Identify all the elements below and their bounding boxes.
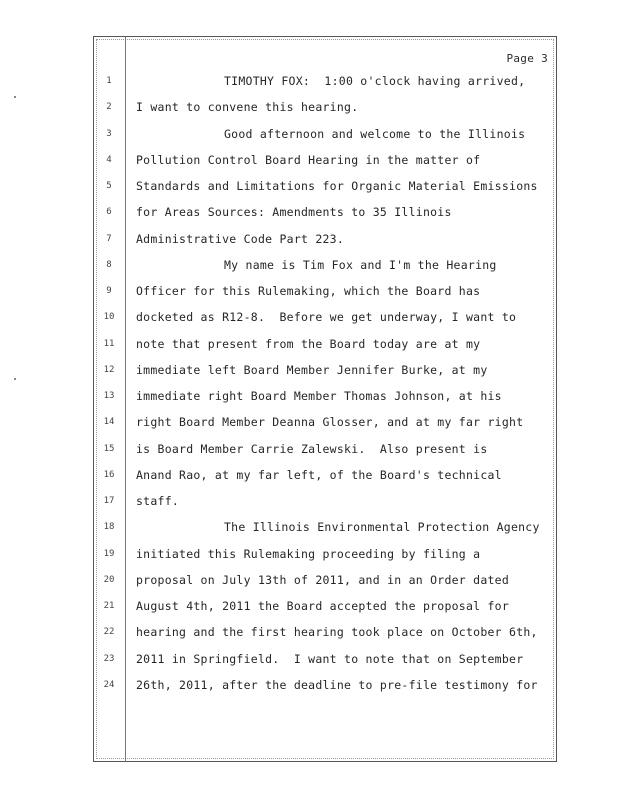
line-number: 8 (106, 259, 112, 270)
line-text: docketed as R12-8. Before we get underway, I want to (136, 310, 517, 325)
line-text: Officer for this Rulemaking, which the Board has (136, 284, 481, 298)
transcript-line (93, 147, 557, 173)
transcript-line (93, 672, 557, 698)
transcript-line (93, 383, 557, 409)
line-text: note that present from the Board today are at my (136, 336, 481, 351)
line-text: Anand Rao, at my far left, of the Board's technical (136, 467, 502, 482)
line-text: is Board Member Carrie Zalewski. Also present is (136, 441, 488, 456)
line-text: Pollution Control Board Hearing in the matter of (136, 152, 481, 167)
line-number: 11 (103, 338, 115, 349)
line-text: immediate left Board Member Jennifer Burke, at my (136, 362, 488, 377)
line-text: The Illinois Environmental Protection Agency (224, 520, 540, 535)
line-number: 10 (103, 312, 115, 323)
line-text: hearing and the first hearing took place on October 6th, (136, 625, 538, 640)
line-number: 3 (106, 128, 112, 139)
transcript-line (93, 199, 557, 225)
line-text: 26th, 2011, after the deadline to pre-file testimony for (136, 677, 538, 692)
transcript-line (93, 436, 557, 462)
transcript-line (93, 462, 557, 488)
scan-speck (14, 378, 16, 380)
line-number: 18 (103, 522, 115, 533)
transcript-line (93, 488, 557, 514)
line-number: 14 (103, 417, 115, 428)
transcript-body (93, 68, 557, 698)
line-number: 15 (103, 443, 115, 454)
line-number: 12 (103, 364, 115, 375)
line-text: immediate right Board Member Thomas Johnson, at his (136, 389, 502, 403)
line-number: 7 (106, 233, 112, 244)
line-number: 1 (106, 76, 112, 86)
line-number: 4 (106, 154, 112, 165)
transcript-line (93, 357, 557, 383)
line-number: 19 (103, 548, 115, 559)
page-number: Page 3 (506, 52, 548, 65)
transcript-line (93, 173, 557, 199)
line-text: Good afternoon and welcome to the Illinois (224, 126, 526, 141)
line-number: 20 (103, 574, 115, 585)
transcript-line (93, 593, 557, 619)
transcript-line (93, 121, 557, 147)
transcript-line (93, 331, 557, 357)
line-text: I want to convene this hearing. (136, 100, 359, 115)
line-text: TIMOTHY FOX: 1:00 o'clock having arrived, (224, 74, 526, 88)
line-number: 13 (103, 391, 115, 401)
transcript-line (93, 252, 557, 278)
line-number: 9 (106, 286, 112, 296)
transcript-line (93, 68, 557, 94)
scan-speck (14, 96, 16, 98)
transcript-line (93, 619, 557, 645)
line-text: right Board Member Deanna Glosser, and at my far right (136, 415, 524, 430)
line-text: for Areas Sources: Amendments to 35 Illinois (136, 205, 452, 220)
line-text: staff. (136, 494, 180, 508)
line-number: 16 (103, 469, 115, 480)
line-text: initiated this Rulemaking proceeding by filing a (136, 546, 481, 561)
line-text: proposal on July 13th of 2011, and in an Order dated (136, 572, 510, 587)
line-number: 21 (103, 601, 115, 611)
line-number: 17 (103, 496, 115, 506)
transcript-line (93, 278, 557, 304)
line-text: 2011 in Springfield. I want to note that on September (136, 651, 524, 666)
line-number: 24 (103, 679, 115, 690)
line-number: 6 (106, 207, 112, 218)
line-number: 22 (103, 627, 115, 638)
transcript-line (93, 304, 557, 330)
transcript-line (93, 646, 557, 672)
transcript-line (93, 514, 557, 540)
line-text: August 4th, 2011 the Board accepted the proposal for (136, 599, 510, 613)
transcript-line (93, 541, 557, 567)
transcript-line (93, 409, 557, 435)
line-text: Administrative Code Part 223. (136, 231, 345, 246)
transcript-line (93, 567, 557, 593)
transcript-line (93, 226, 557, 252)
transcript-line (93, 94, 557, 120)
line-number: 5 (106, 181, 112, 191)
line-number: 2 (106, 102, 112, 113)
line-text: Standards and Limitations for Organic Material Emissions (136, 179, 538, 193)
line-number: 23 (103, 653, 115, 664)
line-text: My name is Tim Fox and I'm the Hearing (224, 257, 497, 272)
